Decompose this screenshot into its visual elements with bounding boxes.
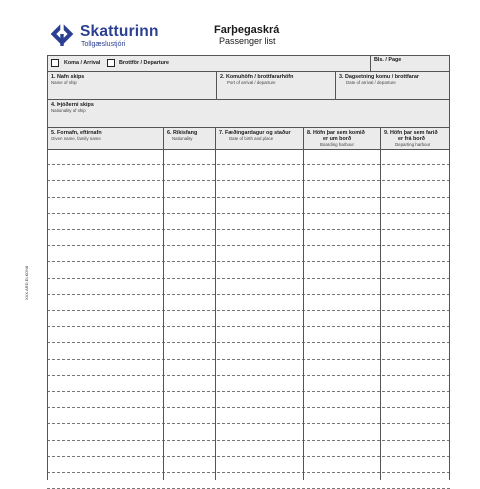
departure-label: Brottför / Departure — [119, 60, 170, 66]
page-label: Bls. / Page — [374, 57, 402, 63]
departure-checkbox[interactable] — [107, 59, 115, 67]
brand-name: Skatturinn — [80, 23, 159, 40]
passenger-row-line — [47, 229, 450, 230]
ship-nationality-hint: Nationality of ship — [51, 108, 86, 113]
column-boarding-hint: Boarding harbour — [320, 142, 354, 147]
ship-nationality-label: 4. Þjóðerni skips — [51, 102, 94, 108]
column-header-departing — [380, 127, 450, 150]
port-field[interactable] — [216, 71, 336, 100]
skatturinn-diamond-icon — [47, 19, 77, 49]
column-name-hint: Given name, family name — [51, 136, 101, 141]
ship-name-label: 1. Nafn skips — [51, 74, 85, 80]
column-birth-hint: Date of birth and place — [229, 136, 274, 141]
arrival-departure-row — [47, 55, 371, 72]
skatturinn-logo — [47, 19, 165, 51]
form-code: XXX.ARD.ELKDN8 — [24, 265, 29, 300]
passenger-row-line — [47, 310, 450, 311]
passenger-row-line — [47, 407, 450, 408]
passenger-row-line — [47, 456, 450, 457]
passenger-row-line — [47, 213, 450, 214]
passenger-row-line — [47, 391, 450, 392]
passenger-row-line — [47, 375, 450, 376]
passenger-row-line — [47, 164, 450, 165]
brand-tagline: Tollgæslustjóri — [81, 41, 126, 48]
date-label: 3. Dagsetning komu / brottfarar — [339, 74, 419, 80]
passenger-row-line — [47, 326, 450, 327]
column-boarding-label-1: 8. Höfn þar sem komið — [307, 130, 365, 136]
ship-name-hint: Name of ship — [51, 80, 77, 85]
port-label: 2. Komuhöfn / brottfararhöfn — [220, 74, 294, 80]
column-divider-2 — [215, 127, 216, 480]
passenger-list-form — [47, 55, 450, 480]
column-header-name — [47, 127, 164, 150]
passenger-row-line — [47, 423, 450, 424]
arrival-label: Koma / Arrival — [64, 60, 101, 66]
passenger-row-line — [47, 261, 450, 262]
column-departing-label-2: er frá borð — [398, 136, 425, 142]
arrival-checkbox[interactable] — [51, 59, 59, 67]
column-birth-label: 7. Fæðingardagur og staður — [219, 130, 291, 136]
ship-name-field[interactable] — [47, 71, 217, 100]
column-header-nationality — [163, 127, 216, 150]
document-subtitle: Passenger list — [219, 36, 276, 46]
column-name-label: 5. Fornafn, eftirnafn — [51, 130, 102, 136]
column-boarding-label-2: er um borð — [323, 136, 352, 142]
form-right-border — [449, 55, 450, 480]
passenger-row-line — [47, 245, 450, 246]
column-departing-hint: Departing harbour — [395, 142, 431, 147]
passenger-row-line — [47, 197, 450, 198]
ship-nationality-field[interactable] — [47, 99, 450, 128]
passenger-row-line — [47, 278, 450, 279]
page-number-field[interactable] — [370, 55, 450, 72]
document-title: Farþegaskrá — [214, 24, 280, 36]
column-divider-1 — [163, 127, 164, 480]
date-hint: Date of arrival / departure — [346, 80, 396, 85]
column-nationality-label: 6. Ríkisfang — [167, 130, 198, 136]
column-departing-label-1: 9. Höfn þar sem farið — [384, 130, 438, 136]
passenger-row-line — [47, 342, 450, 343]
date-field[interactable] — [335, 71, 450, 100]
column-header-boarding — [303, 127, 381, 150]
passenger-row-line — [47, 472, 450, 473]
column-divider-4 — [380, 127, 381, 480]
port-hint: Port of arrival / departure — [227, 80, 276, 85]
passenger-row-line — [47, 180, 450, 181]
passenger-rows[interactable] — [47, 150, 450, 480]
passenger-row-line — [47, 440, 450, 441]
passenger-row-line — [47, 359, 450, 360]
form-left-border — [47, 55, 48, 480]
column-nationality-hint: Nationality — [172, 136, 193, 141]
passenger-row-line — [47, 294, 450, 295]
column-header-birth — [215, 127, 304, 150]
column-divider-3 — [303, 127, 304, 480]
